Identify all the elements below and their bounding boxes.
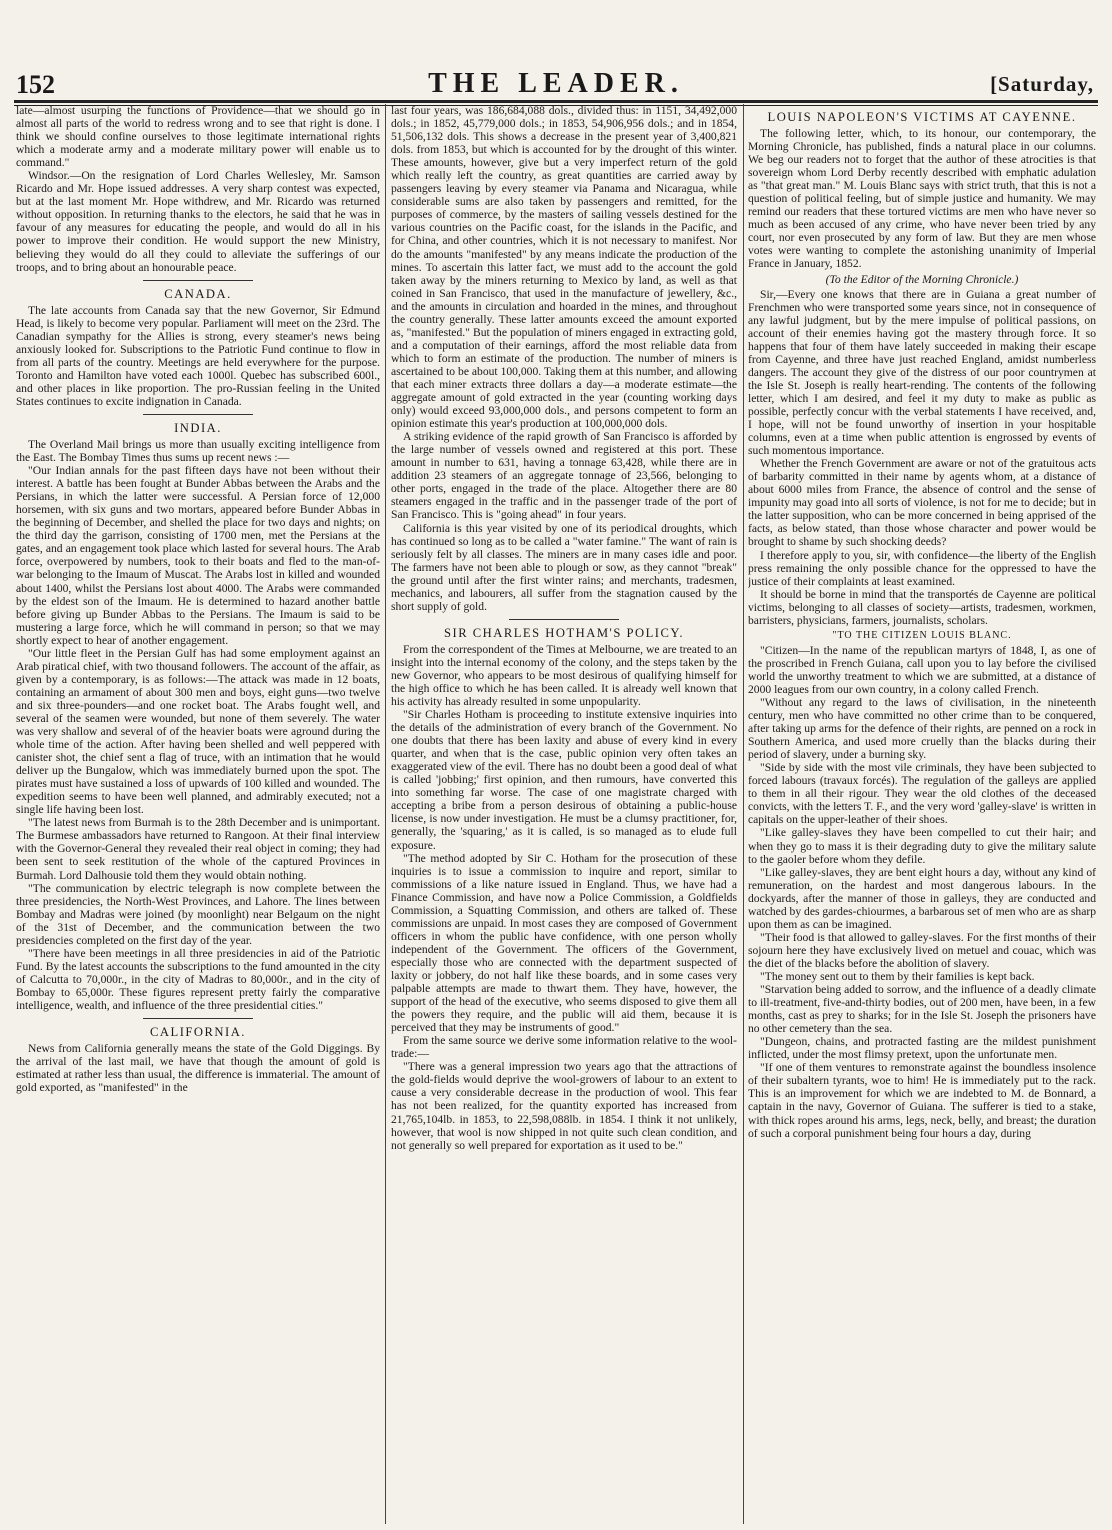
india-paragraph: "Our Indian annals for the past fifteen days have not been without their interest. A battle has been fought at Bunder Abbas between the Arabs and the Persians, in which the latter were successful. A Persian force of 12,000 horsemen, with six guns and two mortars, appeared before Bunder Abbas in the beginning of December, and shelled the place for two days and nights; on the third day the garrison, consisting of 1700 men, met the Persians at the gates, and an engagement took place which lasted for several hours. The Arab force, overpowered by numbers, took to their boats and fled to the man-of-war belonging to the Imaum of Muscat. The Arabs lost in killed and wounded about 1400, whilst the Persians lost about 4000. The Arabs were commanded by the eldest son of the Imaum. He is determined to hazard another battle before giving up Bunder Abbas to the Persians. The Imaum is said to be mustering a large force, which he will command in person; so that we may shortly expect to hear of another engagement. bbox=[16, 464, 380, 647]
hotham-paragraph: "Sir Charles Hotham is proceeding to institute extensive inquiries into the details of the administration of every branch of the Government. No one doubts that there has been laxity and abuse of every kind in every quarter, and when that is the case, public opinion very often takes an exaggerated view of the evil. There has no doubt been a good deal of what is called 'jobbing;' first opinion, and then rumours, have converted this into something far worse. The case of one magistrate charged with accepting a bribe from a person desirous of obtaining a public-house license, is now under investigation. He must be a clumsy practitioner, for, generally, the 'squaring,' as it is called, is so managed as to elude full exposure. bbox=[391, 708, 737, 852]
quoted-paragraph: "Starvation being added to sorrow, and the influence of a deadly climate to ill-treatment, five-and-thirty bodies, out of 200 men, have been, in a few months, cast as prey to sharks; for in the Isle St. Joseph the prisoners have no other cemetery than the sea. bbox=[748, 983, 1096, 1036]
india-paragraph: "The latest news from Burmah is to the 28th December and is unimportant. The Burmese ambassadors have returned to Rangoon. At their final interview with the Governor-General they revealed their real object in coming; they had been sent to seek restitution of the whole of the captured Provinces in Burmah. Lord Dalhousie told them they would obtain nothing. bbox=[16, 816, 380, 882]
hotham-paragraph: From the same source we derive some information relative to the wool-trade:— bbox=[391, 1034, 737, 1061]
windsor-paragraph: Windsor.—On the resignation of Lord Charles Wellesley, Mr. Samson Ricardo and Mr. Hope issued addresses. A very sharp contest was expected, but at the last moment Mr. Hope withdrew, and Mr. Ricardo was returned without opposition. In returning thanks to the electors, he said that he was in favour of any measures for educating the people, and would do all in his power to improve their condition. He would support the new Ministry, believing they would do all they could to alleviate the sufferings of our troops, and to bring about an honourable peace. bbox=[16, 169, 380, 274]
india-heading: INDIA. bbox=[174, 420, 222, 435]
quoted-paragraph: "Citizen—In the name of the republican martyrs of 1848, I, as one of the proscribed in French Guiana, call upon you to lay before the civilised world the unworthy treatment to which we are submitted, at a distance of 2000 leagues from our own country, in a colony called French. bbox=[748, 643, 1096, 696]
letter-paragraph: Sir,—Every one knows that there are in Guiana a great number of Frenchmen who were transported some years since, not in consequence of any lawful judgment, but by the mere impulse of political passions, on account of their enemies having got the mastery through force. It so happens that four of them have lately succeeded in making their escape from Cayenne, and three have just reached England, amidst numberless dangers. The account they give of the distress of our poor countrymen at the Isle St. Joseph is really heart-rending. The contents of the following letter, which I am desired, and feel it my duty to make as public as possible, perfectly concur with the verbal statements I have received, and, I hope, will not be found unworthy of insertion in your hospitable columns, even at a time when public attention is engrossed by events of such momentous importance. bbox=[748, 287, 1096, 458]
column-2 bbox=[391, 104, 737, 1524]
india-paragraph: "The communication by electric telegraph is now complete between the three presidencies, the North-West Provinces, and Lahore. The lines between Bombay and Madras were joined (by moonlight) near Belgaum on the night of the 31st of December, and the communication between the two presidencies completed on the first day of the year. bbox=[16, 881, 380, 947]
california-heading: CALIFORNIA. bbox=[150, 1025, 246, 1040]
masthead bbox=[14, 66, 1098, 104]
letter-salutation: "TO THE CITIZEN LOUIS BLANC. bbox=[832, 629, 1012, 641]
section-rule bbox=[143, 414, 253, 415]
article-continuation: late—almost usurping the functions of Providence—that we should go in almost all parts of the world to redress wrong and to see that right is done. I think we should confine ourselves to those legitimate international rights which a moderate army and a moderate military power will enable us to command." bbox=[16, 104, 380, 170]
cayenne-heading: LOUIS NAPOLEON'S VICTIMS AT CAYENNE. bbox=[767, 110, 1077, 124]
california-paragraph: California is this year visited by one of its periodical droughts, which has continued so long as to be called a "water famine." The want of rain is seriously felt by all classes. The miners are in many cases idle and poor. The farmers have not been able to plough or sow, as they cannot "break" the ground until after the first winter rains; and merchants, tradesmen, mechanics, and labourers, all suffer from the stagnation caused by the short supply of gold. bbox=[391, 521, 737, 613]
quoted-paragraph: "Side by side with the most vile criminals, they have been subjected to forced labours (travaux forcés). The regulation of the galleys are applied to them in all their rigour. They wear the old clothes of the deceased convicts, with the letters T. F., and the very word 'galley-slave' is written in capitals on the upper-leather of their shoes. bbox=[748, 761, 1096, 827]
section-rule bbox=[509, 619, 619, 620]
india-intro: The Overland Mail brings us more than usually exciting intelligence from the East. The Bombay Times thus sums up recent news :— bbox=[16, 437, 380, 465]
quoted-paragraph: "Like galley-slaves they have been compelled to cut their hair; and when they go to mass it is their degrading duty to give the military salute to the gaoler before whom they defile. bbox=[748, 826, 1096, 866]
india-paragraph: "There have been meetings in all three presidencies in aid of the Patriotic Fund. By the latest accounts the subscriptions to the fund amounted in the city of Calcutta to 70,000r., in the city of Madras to 80,000r., and in the city of Bombay to 65,000r. These figures represent pretty fairly the comparative intelligence, wealth, and influence of the three presidential cities." bbox=[16, 946, 380, 1012]
column-3 bbox=[748, 104, 1096, 1524]
cayenne-intro: The following letter, which, to its honour, our contemporary, the Morning Chronicle, has published, finds a natural place in our columns. We beg our readers not to forget that the author of these atrocities is that sovereign whom Lord Derby recently described with emphatic adulation as "that great man." M. Louis Blanc says with strict truth, that this is not a question of political feeling, but of simple justice and humanity. We may remind our readers that these tortured victims are men who have never so much as been accused of any crime, who have never been tried by any court, nor even prosecuted by any form of law. But they are men whose votes were wanting to complete the astonishing unanimity of Imperial France in January, 1852. bbox=[748, 127, 1096, 271]
column-divider bbox=[385, 104, 386, 1524]
hotham-paragraph: From the correspondent of the Times at Melbourne, we are treated to an insight into the internal economy of the colony, and the steps taken by the new Governor, who appears to be most desirous of qualifying himself for the high office to which he has been called. It is already well known that his activity has already resulted in some unpopularity. bbox=[391, 642, 737, 709]
page-number: 152 bbox=[16, 70, 55, 99]
hotham-heading: SIR CHARLES HOTHAM'S POLICY. bbox=[444, 625, 684, 640]
quoted-paragraph: "The money sent out to them by their families is kept back. bbox=[760, 970, 1035, 983]
quoted-paragraph: "Their food is that allowed to galley-slaves. For the first months of their sojourn here they have exclusively lived on metuel and couac, which was the diet of the blacks before the abolition of slavery. bbox=[748, 930, 1096, 970]
india-paragraph: "Our little fleet in the Persian Gulf has had some employment against an Arab piratical chief, with two thousand followers. The account of the affair, as given by a contemporary, is as follows:—The attack was made in 12 boats, containing an armament of about 300 men and boys, eight guns—two twelve and six three-pounders—and one rocket boat. The Arabs fought well, and several of the seamen were wounded, but none of them severely. The water was very shallow and several of of the heavier boats were aground during the whole time of the action. After having been shelled and well peppered with canister shot, the chief sent a flag of truce, with an intimation that he would deliver up the Bungalow, which was immediately burned upon the spot. The pirates must have sustained a loss of upwards of 100 killed and wounded. The expedition seems to have been well planned, and admirably executed; not a single life having been lost. bbox=[16, 646, 380, 817]
quoted-paragraph: "Like galley-slaves, they are bent eight hours a day, without any kind of remuneration, on the hardest and most dangerous labours. In the dockyards, after the manner of those in galleys, they are conducted and watched by des gardes-chiourmes, a barbarous set of men who are as sharp upon them as can be imagined. bbox=[748, 865, 1096, 931]
california-paragraph: News from California generally means the state of the Gold Diggings. By the arrival of the last mail, we have that though the amount of gold is estimated at rather less than usual, the difference is immaterial. The amount of gold exported, as "manifested" in the bbox=[16, 1042, 380, 1095]
hotham-paragraph: "There was a general impression two years ago that the attractions of the gold-fields would deprive the wool-growers of labour to an extent to cause a very considerable decrease in the production of wool. This fear has not been realized, for the quantity exported has increased from 21,765,104lb. in 1853, to 22,598,088lb. in 1854. I think it not unlikely, however, that wool is now shipped in not quite such clean condition, and not generally so well prepared for exportation as it used to be." bbox=[391, 1060, 737, 1152]
letter-paragraph: It should be borne in mind that the transportés de Cayenne are political victims, belonging to all classes of society—artists, tradesmen, workmen, barristers, physicians, farmers, journalists, scholars. bbox=[748, 587, 1096, 627]
issue-day: [Saturday, bbox=[990, 72, 1094, 96]
quoted-paragraph: "If one of them ventures to remonstrate against the boundless insolence of their subaltern tyrants, woe to him! He is immediately put to the rack. This is an improvement for which we are indebted to M. de Bonnard, a captain in the navy, Governor of Guiana. The sufferer is tied to a stake, with thick ropes around his arms, legs, neck, belly, and breast; the duration of such a corporal punishment being four hours a day, during bbox=[748, 1061, 1096, 1140]
letter-paragraph: I therefore apply to you, sir, with confidence—the liberty of the English press remaining the only possible chance for the oppressed to have the justice of their complaints at least examined. bbox=[748, 548, 1096, 588]
section-rule bbox=[143, 280, 253, 281]
hotham-paragraph: "The method adopted by Sir C. Hotham for the prosecution of these inquiries is to issue a commission to inquire and report, similar to commissions of a like nature issued in England. Thus, we have had a Finance Commission, and have now a Police Commission, a Goldfields Commission, a Squatting Commission, and others are talked of. These commissions are unpaid. In most cases they are composed of Government officers in whom the public have confidence, with one person wholly independent of the Government. The officers of the Government, especially those who are connected with the department suspected of laxity or jobbery, do not half like these boards, and in some cases very palpable attempts are made to thwart them. They have, however, the support of the head of the executive, who seems disposed to give them all the powers they require, and the public will aid them, because it is perceived that they may be instruments of good." bbox=[391, 851, 737, 1035]
editor-note: (To the Editor of the Morning Chronicle.) bbox=[825, 272, 1019, 286]
quoted-paragraph: "Dungeon, chains, and protracted fasting are the mildest punishment inflicted, under the most flimsy pretext, upon the unfortunate men. bbox=[748, 1035, 1096, 1062]
california-paragraph: A striking evidence of the rapid growth of San Francisco is afforded by the large number of vessels owned and registered at this port. These amount in number to 631, having a tonnage 63,428, while there are in addition 23 steamers of an aggregate tonnage of 23,566, belonging to other ports, engaged in the trade of the place. Altogether there are 80 steamers engaged in the traffic and in the passenger trade of the port of San Francisco. This is "going ahead" in four years. bbox=[391, 430, 737, 522]
header-rule bbox=[14, 100, 1098, 103]
quoted-paragraph: "Without any regard to the laws of civilisation, in the nineteenth century, men who have committed no other crime than to be conquered, after taking up arms for the defence of their rights, are penned on a rock in Southern America, and used more cruelly than the blacks during their period of slavery, under a burning sky. bbox=[748, 696, 1096, 762]
section-rule bbox=[143, 1018, 253, 1019]
canada-heading: CANADA. bbox=[164, 286, 232, 301]
column-divider bbox=[743, 104, 744, 1524]
newspaper-title: THE LEADER. bbox=[428, 68, 684, 99]
letter-paragraph: Whether the French Government are aware or not of the gratuitous acts of barbarity committed in their name by agents whom, at a distance of about 6000 miles from France, the absence of control and the sense of impunity may goad into all sorts of violence, is not for me to decide; but in the latter supposition, who can be more concerned in being apprised of the facts, as below stated, than those whose character and power would be brought to shame by such shocking deeds? bbox=[748, 457, 1096, 549]
canada-paragraph: The late accounts from Canada say that the new Governor, Sir Edmund Head, is likely to become very popular. Parliament will meet on the 23rd. The Canadian sympathy for the Allies is strong, every steamer's news being anxiously looked for. Subscriptions to the Patriotic Fund continue to flow in from all parts of the country. Meetings are held everywhere for the purpose. Toronto and Hamilton have voted each 1000l. Quebec has subscribed 600l., and other places in like proportion. The pro-Russian feeling in the United States continues to excite indignation in Canada. bbox=[16, 303, 380, 408]
column-1 bbox=[16, 104, 380, 1524]
california-continuation: last four years, was 186,684,088 dols., divided thus: in 1151, 34,492,000 dols.; in 1852, 45,779,000 dols.; in 1853, 54,906,956 dols.; and in 1854, 51,506,132 dols. This shows a decrease in the present year of 3,400,821 dols. from 1853, but which is accounted for by the drought of this winter. These amounts, however, give but a very imperfect return of the gold which really left the country, as great quantities are carried away by passengers leaving by every steamer via Panama and Nicaragua, while considerable sums are also taken by passengers and remitted, for the purposes of commerce, by the masters of sailing vessels destined for the various countries on the Pacific coast, for the islands in the Pacific, and for China, and other countries, which it is not necessary to manifest. Nor do the amounts "manifested" by any means indicate the production of the mines. To ascertain this latter fact, we must add to the account the gold taken away by the miners returning to Mexico by land, as well as that coined in San Francisco, that used in the manufacture of jewellery, &c., and the amounts in circulation and hoarded in the mines, and throughout the country generally. These latter amounts exceed the amount exported as, "manifested." But the population of miners engaged in extracting gold, and a computation of their earnings, afford the most reliable data from which to form an estimate of the production. The number of miners is ascertained to be about 100,000. Taking them at this number, and allowing that each miner extracts three dollars a day—a moderate estimate—the aggregate amount of gold extracted in the year (counting working days only) would exceed 93,000,000 dols., and persons competent to form an opinion estimate this year's production at 100,000,000 dols. bbox=[391, 104, 737, 431]
